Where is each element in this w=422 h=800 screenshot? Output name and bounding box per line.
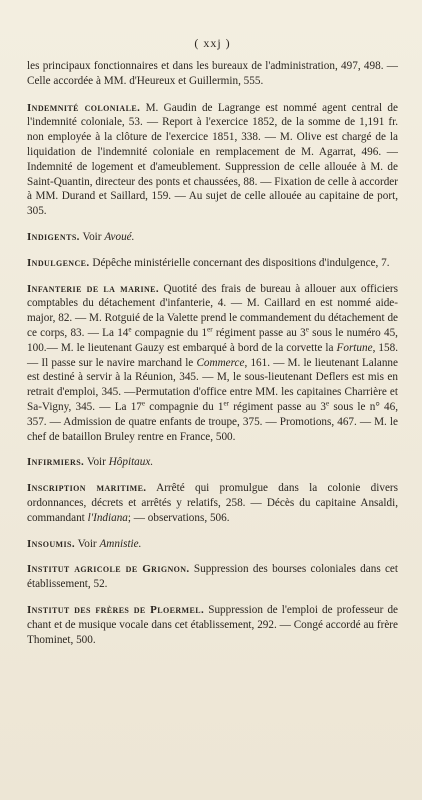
entry-text: Suppression de l'emploi de professeur de chant et de musique vocale dans cet établissement, 292. — Congé accordé au frère Thominet, 500. bbox=[27, 603, 399, 646]
see-label: Voir bbox=[77, 537, 97, 550]
entry-text-part: , 158. — Il passe sur le navire marchand le bbox=[27, 341, 399, 369]
ship-name: l'Indiana bbox=[87, 511, 128, 524]
entry-text-part: ; — observations, 506. bbox=[127, 511, 230, 524]
entry-text: Suppression des bourses coloniales dans cet établissement, 52. bbox=[27, 563, 398, 591]
entry-institut-agricole-de-grignon bbox=[27, 562, 398, 592]
entry-text-part: sous le n° 46, 357. — Admission de quatre enfants de troupe, 375. — Promotions, 467. — M. le chef de bataillon Bruley rentre en France, 500. bbox=[27, 400, 398, 443]
superscript: e bbox=[326, 399, 330, 408]
entry-infanterie-de-la-marine bbox=[27, 282, 398, 445]
entry-heading: Indulgence. bbox=[27, 256, 90, 269]
entry-text-part: compagnie du 1 bbox=[145, 400, 224, 413]
entry-heading: Indemnité coloniale. bbox=[27, 101, 141, 114]
entry-indemnite-coloniale bbox=[27, 101, 398, 219]
entry-inscription-maritime bbox=[27, 481, 398, 525]
entry-heading: Institut agricole de Grignon. bbox=[27, 563, 190, 576]
entry-text-part: sous le numéro 45, 100.— M. le lieutenant Gauzy est embarqué à bord de la corvette la bbox=[27, 326, 398, 354]
superscript: e bbox=[141, 399, 146, 408]
entry-heading: Infirmiers. bbox=[27, 456, 85, 469]
entry-heading: Infanterie de la marine. bbox=[27, 282, 160, 295]
see-label: Voir bbox=[86, 456, 106, 469]
superscript: er bbox=[223, 399, 229, 408]
see-label: Voir bbox=[82, 230, 102, 243]
entry-text: Dépêche ministérielle concernant des dispositions d'indulgence, 7. bbox=[92, 256, 390, 269]
see-reference: Hôpitaux. bbox=[108, 456, 154, 469]
entry-heading: Indigents. bbox=[27, 230, 80, 243]
entry-continuation bbox=[27, 59, 398, 89]
entry-text-part: , 161. — M. le lieutenant Lalanne est destiné à servir à la Réunion, 345. — M, le sous-lieutenant Deflers est mis en retrait d'emploi, 345. —Permutation d'office entre MM. les capitaines Charrière et Sa-Vigny, 345. — La 17 bbox=[27, 356, 398, 413]
entry-insoumis bbox=[27, 537, 398, 552]
entry-text: M. Gaudin de Lagrange est nommé agent central de l'indemnité coloniale, 53. — Report à l'exercice 1852, de la somme de 1,191 fr. non employée à la clôture de l'exercice 1851, 338. — M. Olive est chargé de la liquidation de l'indemnité coloniale en remplacement de M. Agarrat, 496. — Indemnité de logement et d'ameublement. Suppression de celle allouée à M. de Saint-Quantin, directeur des ponts et chaussées, 88. — Fixation de celle à accorder à MM. Durand et Saillard, 159. — Au sujet de celle allouée au capitaine de port, 305. bbox=[27, 101, 398, 218]
entry-heading: Inscription maritime. bbox=[27, 482, 147, 495]
entry-indulgence bbox=[27, 256, 398, 271]
superscript: e bbox=[305, 325, 309, 334]
entry-infirmiers bbox=[27, 455, 398, 470]
superscript: er bbox=[207, 325, 213, 334]
entry-text-part: régiment passe au 3 bbox=[212, 326, 306, 339]
entry-institut-des-freres-de-ploermel bbox=[27, 603, 398, 647]
entry-text-part: régiment passe au 3 bbox=[228, 400, 326, 413]
entry-heading: Insoumis. bbox=[27, 537, 75, 550]
entry-text-part: compagnie du 1 bbox=[131, 326, 208, 339]
see-reference: Avoué. bbox=[104, 230, 135, 243]
entry-text-part: Quotité des frais de bureau à allouer aux officiers comptables du détachement d'infanterie, 4. — M. Caillard en est nommé aide-major, 82. — M. Rotguié de la Valette prend le commandement du détachement de ce corps, 83. — La 14 bbox=[27, 282, 398, 339]
page-number: ( xxj ) bbox=[194, 36, 231, 50]
entry-heading: Institut des frères de Ploermel. bbox=[27, 603, 205, 616]
ship-name: Commerce bbox=[196, 356, 245, 369]
entry-text: les principaux fonctionnaires et dans les bureaux de l'administration, 497, 498. — Celle accordée à MM. d'Heureux et Guillermin, 555. bbox=[27, 60, 398, 87]
superscript: e bbox=[128, 325, 132, 334]
entry-text-part: Arrêté qui promulgue dans la colonie divers ordonnances, décrets et arrêtés y relatifs, 258. — Décès du capitaine Ansaldi, commandant bbox=[27, 482, 398, 524]
see-reference: Amnistie. bbox=[99, 537, 142, 550]
ship-name: Fortune bbox=[336, 341, 373, 354]
entry-indigents bbox=[27, 230, 398, 245]
